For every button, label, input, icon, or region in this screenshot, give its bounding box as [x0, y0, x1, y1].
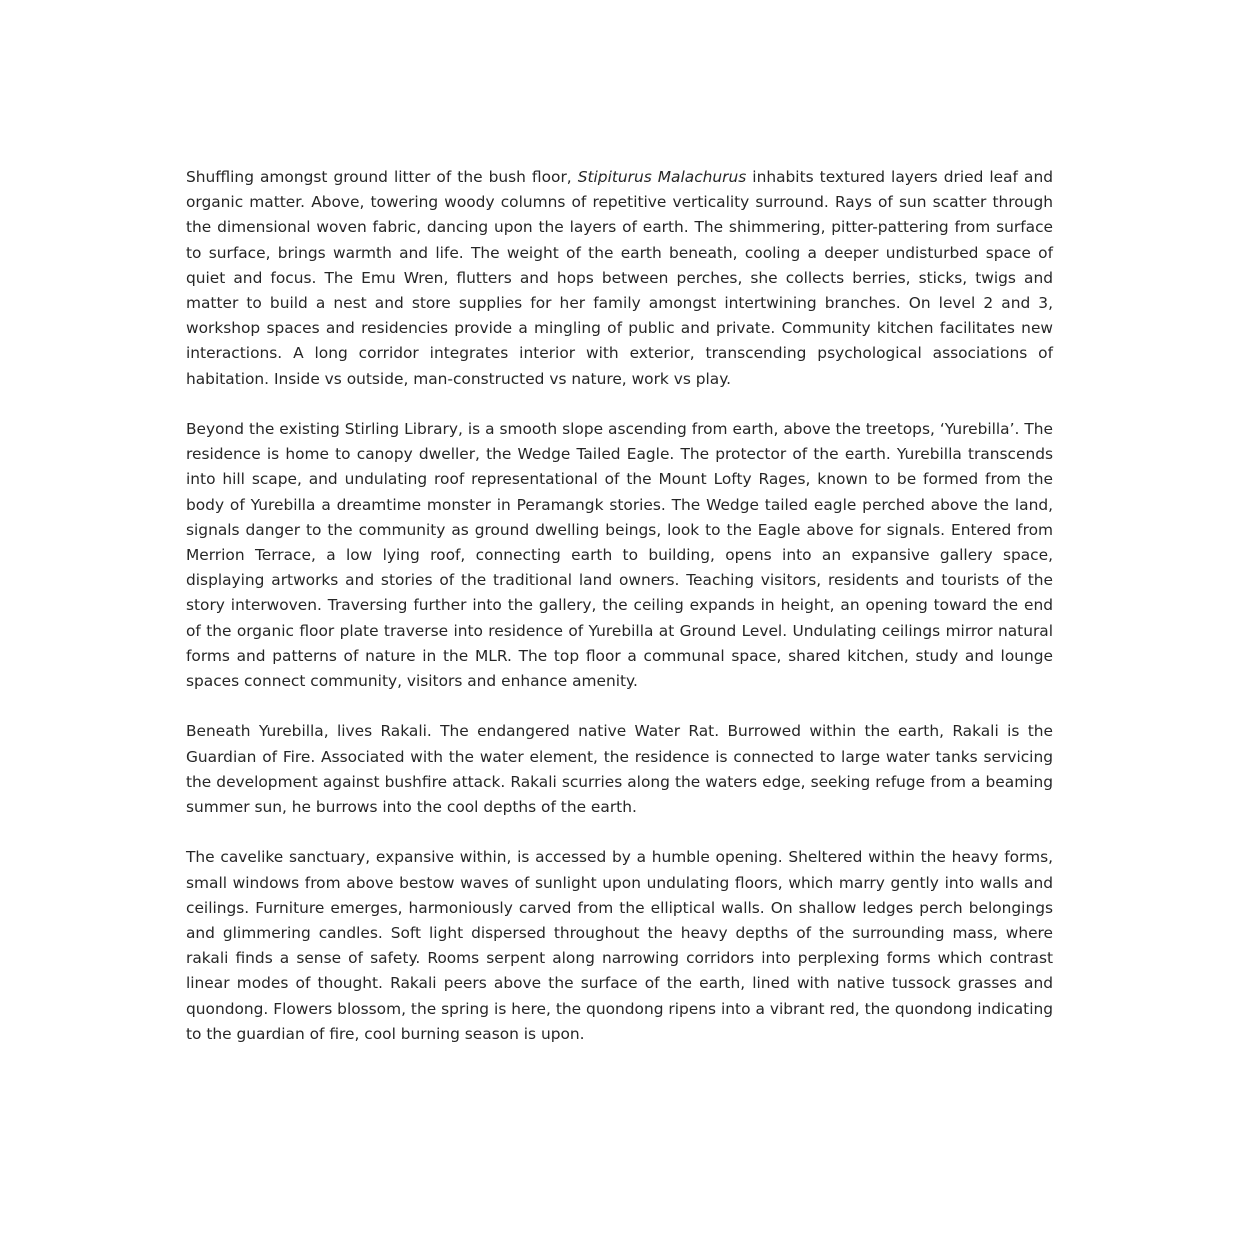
- paragraph-cavelike-sanctuary: The cavelike sanctuary, expansive within, is accessed by a humble opening. Sheltered within the heavy forms, small windows from above bestow waves of sunlight upon undulating floors, which marry gently into walls and ceilings. Furniture emerges, harmoniously carved from the elliptical walls. On shallow ledges perch belongings and glimmering candles. Soft light dispersed throughout the heavy depths of the surrounding mass, where rakali finds a sense of safety. Rooms serpent along narrowing corridors into perplexing forms which contrast linear modes of thought. Rakali peers above the surface of the earth, lined with native tussock grasses and quondong. Flowers blossom, the spring is here, the quondong ripens into a vibrant red, the quondong indicating to the guardian of fire, cool burning season is upon.: [186, 848, 1053, 1043]
- document-body: [186, 165, 1053, 1047]
- paragraph-1-intro: Shuffling amongst ground litter of the bush floor,: [186, 168, 578, 186]
- species-name-italic: Stipiturus Malachurus: [577, 168, 747, 186]
- paragraph-1-body: inhabits textured layers dried leaf and organic matter. Above, towering woody columns of repetitive verticality surround. Rays of sun scatter through the dimensional woven fabric, dancing upon the layers of earth. The shimmering, pitter-pattering from surface to surface, brings warmth and life. The weight of the earth beneath, cooling a deeper undisturbed space of quiet and focus. The Emu Wren, flutters and hops between perches, she collects berries, sticks, twigs and matter to build a nest and store supplies for her family amongst intertwining branches. On level 2 and 3, workshop spaces and residencies provide a mingling of public and private. Community kitchen facilitates new interactions. A long corridor integrates interior with exterior, transcending psychological associations of habitation. Inside vs outside, man-constructed vs nature, work vs play.: [186, 168, 1053, 388]
- paragraph-rakali: Beneath Yurebilla, lives Rakali. The endangered native Water Rat. Burrowed within the earth, Rakali is the Guardian of Fire. Associated with the water element, the residence is connected to large water tanks servicing the development against bushfire attack. Rakali scurries along the waters edge, seeking refuge from a beaming summer sun, he burrows into the cool depths of the earth.: [186, 722, 1053, 817]
- paragraph-yurebilla: Beyond the existing Stirling Library, is a smooth slope ascending from earth, above the treetops, ‘Yurebilla’. The residence is home to canopy dweller, the Wedge Tailed Eagle. The protector of the earth. Yurebilla transcends into hill scape, and undulating roof representational of the Mount Lofty Rages, known to be formed from the body of Yurebilla a dreamtime monster in Peramangk stories. The Wedge tailed eagle perched above the land, signals danger to the community as ground dwelling beings, look to the Eagle above for signals. Entered from Merrion Terrace, a low lying roof, connecting earth to building, opens into an expansive gallery space, displaying artworks and stories of the traditional land owners. Teaching visitors, residents and tourists of the story interwoven. Traversing further into the gallery, the ceiling expands in height, an opening toward the end of the organic floor plate traverse into residence of Yurebilla at Ground Level. Undulating ceilings mirror natural forms and patterns of nature in the MLR. The top floor a communal space, shared kitchen, study and lounge spaces connect community, visitors and enhance amenity.: [186, 420, 1053, 691]
- paragraph-emu-wren: [186, 165, 1053, 392]
